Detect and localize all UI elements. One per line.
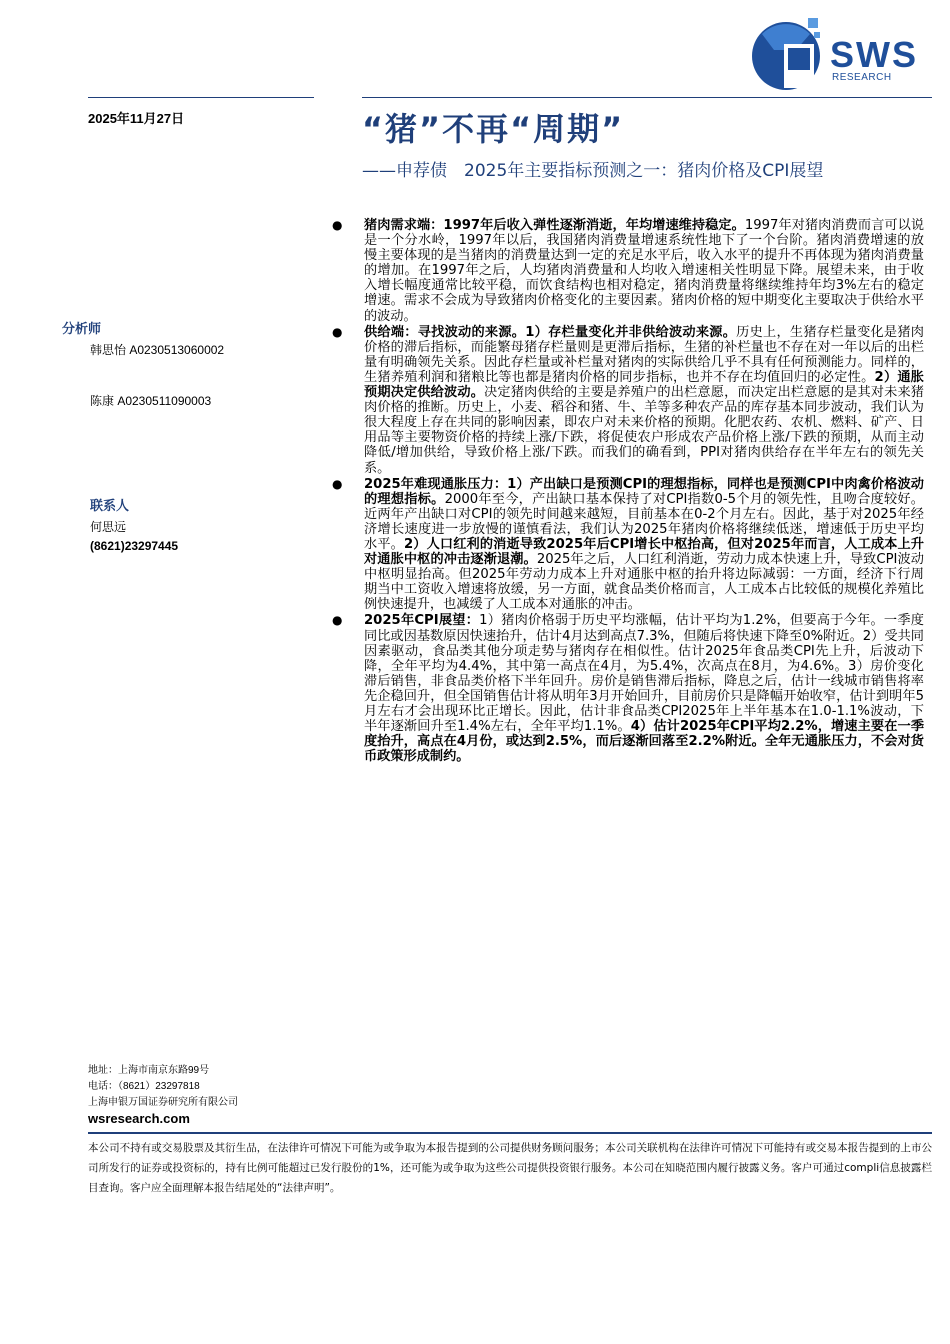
analysts-heading: 分析师 [62,321,102,336]
logo-brand-text: SWS [830,34,919,75]
contact-block [90,495,330,553]
footer-contact [88,1063,238,1127]
bullet-bold: 猪肉需求端：1997年后收入弹性逐渐消逝，年均增速维持稳定。 [364,218,745,233]
footer-company: 上海申银万国证券研究所有限公司 [88,1097,238,1108]
bullet-bold-2: 2）人口红利的消逝导致2025年后CPI增长中枢抬高，但对2025年而言，人工成本上升对通胀中枢的冲击逐渐退潮。 [364,536,924,568]
bullet-text-2: 决定猪肉供给的主要是养殖户的出栏意愿，而决定出栏意愿的是其对未来猪肉价格的推断。历史上，小麦、稻谷和猪、牛、羊等多种农产品的库存基本同步波动，我们认为很大程度上存在共同的影响因素，即农户对未来价格的预期。化肥农药、农机、燃料、矿产、日用品等主要物资价格的持续上涨/下跌，将促使农户形成农产品价格上涨/下跌的预期，从而主动降低/增加供给，导致价格上涨/下跌。而我们的确看到，PPI对猪肉供给存在半年左右的领先关系。 [364,385,924,476]
bullet-bold: 2025年CPI展望： [364,613,480,629]
bullet-dot-icon: ● [332,613,343,628]
bullet-dot-icon: ● [332,218,343,232]
disclaimer-divider [88,1132,932,1134]
contact-phone: (8621)23297445 [90,539,179,553]
bullet-dot-icon: ● [332,324,343,339]
analysts-block [62,318,302,358]
bullet-supply [332,325,924,476]
analyst-1: 韩思怡 A0230513060002 [90,343,225,357]
bullet-bold-2: 4）估计2025年CPI平均2.2%，增速主要在一季度抬升，高点在4月份，或达到2.5%，而后逐渐回落至2.2%附近。全年无通胀压力，不会对货币政策形成制约。 [364,719,924,765]
header-divider-right [362,97,932,98]
analyst-2: 陈康 A0230511090003 [90,394,212,408]
footer-website-link[interactable]: wsresearch.com [88,1111,190,1126]
bullet-text: 2000年至今，产出缺口基本保持了对CPI指数0-5个月的领先性，且吻合度较好。近两年产出缺口对CPI的领先时间越来越短，目前基本在0-2个月左右。因此，基于对2025年经济增长速度进一步放慢的谨慎看法，我们认为2025年猪肉价格将继续低迷，增速低于历史平均水平。 [364,491,924,552]
report-date: 2025年11月27日 [88,111,185,126]
bullet-text: 1997年对猪肉消费而言可以说是一个分水岭，1997年以后，我国猪肉消费量增速系统性地下了一个台阶。猪肉消费增速的放慢主要体现的是当猪肉的消费量达到一定的充足水平后，收入水平的提升不再体现为猪肉消费量的增加。在1997年之后，人均猪肉消费量和人均收入增速相关性明显下降。展望未来，由于收入增长幅度通常比较平稳，而饮食结构也相对稳定，猪肉消费量将继续维持年均3%左右的稳定增速。需求不会成为导致猪肉价格变化的主要因素。猪肉价格的短中期变化主要取决于供给水平的波动。 [364,218,925,324]
contact-heading: 联系人 [90,498,130,513]
disclaimer-text: 本公司不持有或交易股票及其衍生品，在法律许可情况下可能为或争取为本报告提到的公司提供财务顾问服务；本公司关联机构在法律许可情况下可能持有或交易本报告提到的上市公司所发行的证券或投资标的，持有比例可能超过已发行股份的1%，还可能为或争取为这些公司提供投资银行服务。本公司在知晓范围内履行披露义务。客户可通过compli信息披露栏目查询。客户应全面理解本报告结尾处的“法律声明”。 [88,1142,932,1194]
bullet-text: 历史上，生猪存栏量变化是猪肉价格的滞后指标，而能繁母猪存栏量则是更滞后指标，生猪的补栏量也不存在对一年以后的出栏量有明确领先关系。因此存栏量或补栏量对猪肉的实际供给几乎不具有任何预测能力。同样的，生猪养殖利润和猪粮比等也都是猪肉价格的同步指标，也并不存在均值回归的必定性。 [364,324,924,385]
report-body [332,218,924,765]
contact-name: 何思远 [90,520,127,534]
footer-address: 地址：上海市南京东路99号 [88,1065,210,1076]
bullet-text: 1）猪肉价格弱于历史平均涨幅，估计平均为1.2%，但要高于今年。一季度同比或因基数原因快速抬升，估计4月达到高点7.3%，但随后将快速下降至0%附近。2）受共同因素驱动，食品类其他分项走势与猪肉存在相似性。估计2025年食品类CPI先上升，后波动下降，全年平均为4.4%，其中第一高点在4月，为5.4%，次高点在8月，为4.6%。3）房价变化滞后销售，非食品类价格下半年回升。房价是销售滞后指标，降息之后，估计一线城市销售将率先企稳回升，但全国销售估计将从明年3月开始回升，目前房价只是降幅开始收窄，估计到明年5月左右才会出现环比正增长。因此，估计非食品类CPI2025年上半年基本在1.0-1.1%波动，下半年逐渐回升至1.4%左右，全年平均1.1%。 [364,613,924,735]
bullet-demand [332,218,924,324]
logo-globe-icon [748,14,828,94]
bullet-dot-icon: ● [332,476,343,491]
bullet-bold: 供给端：寻找波动的来源。1）存栏量变化并非供给波动来源。 [364,324,737,340]
bullet-cpi-outlook [332,613,924,764]
logo-sub-text: RESEARCH [832,72,892,83]
bullet-text-2: 2025年之后，人口红利消逝，劳动力成本快速上升，导致CPI波动中枢明显抬高。但2025年劳动力成本上升对通胀中枢的抬升将边际减弱：一方面，经济下行周期当中工资收入增速将放缓，另一方面，就食品类价格而言，人工成本占比较低的规模化养殖比例快速提升，也减缓了人工成本对通胀的冲击。 [364,552,924,613]
header-divider-left [88,97,314,98]
footer-phone: 电话：（8621）23297818 [88,1081,200,1092]
bullet-inflation [332,477,924,613]
report-subtitle: ——申荐债 2025年主要指标预测之一：猪肉价格及CPI展望 [362,161,824,181]
bullet-bold-2: 2）通胀预期决定供给波动。 [364,369,924,401]
bullet-bold: 2025年难现通胀压力：1）产出缺口是预测CPI的理想指标，同样也是预测CPI中肉禽价格波动的理想指标。 [364,476,924,507]
report-title: “猪”不再“周期” [362,110,625,148]
